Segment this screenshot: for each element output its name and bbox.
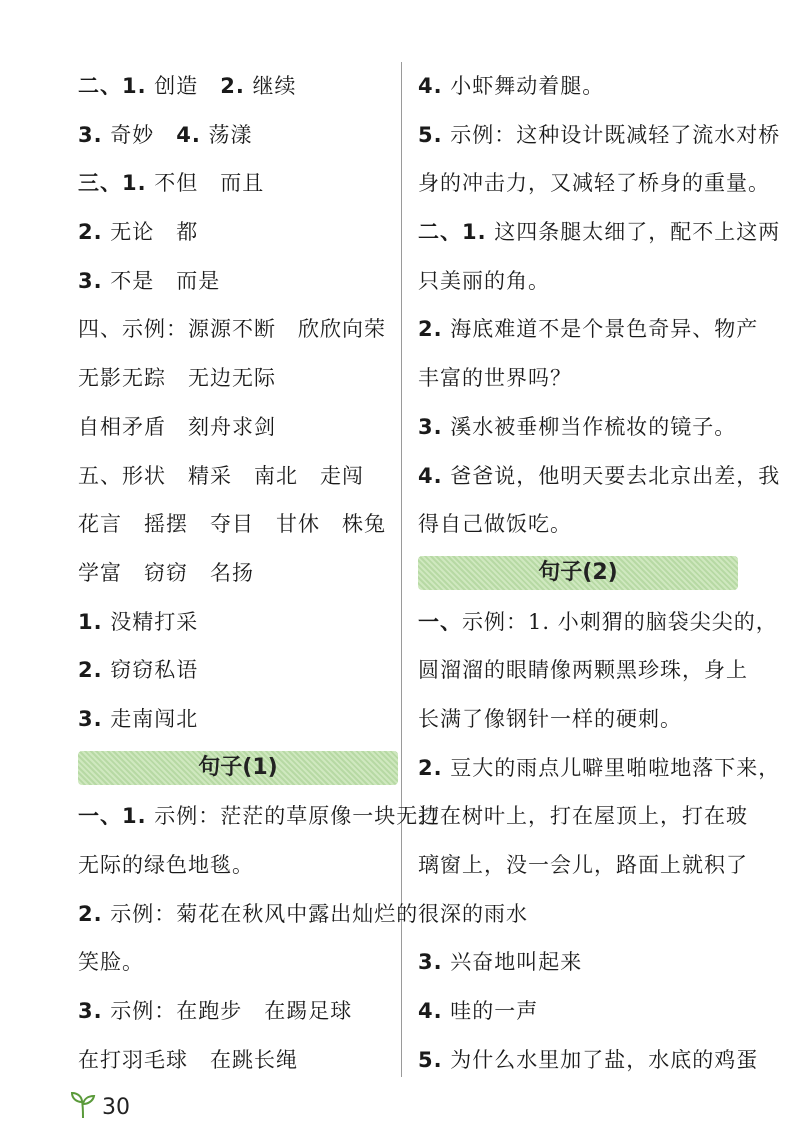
answer-line: 3. 奇妙 4. 荡漾 bbox=[78, 122, 253, 147]
answer-line: 身的冲击力，又减轻了桥身的重量。 bbox=[418, 171, 770, 196]
answer-line: 2. 示例：菊花在秋风中露出灿烂的 bbox=[78, 901, 419, 926]
answer-line: 三、1. 不但 而且 bbox=[78, 171, 265, 196]
answer-line: 丰富的世界吗？ bbox=[418, 366, 572, 391]
answer-line: 花言 摇摆 夺目 甘休 株兔 bbox=[78, 512, 386, 537]
page-footer bbox=[70, 1092, 130, 1122]
answer-line: 一、示例：1. 小刺猬的脑袋尖尖的， bbox=[418, 609, 778, 634]
answer-line: 3. 走南闯北 bbox=[78, 706, 199, 731]
answer-line: 2. 海底难道不是个景色奇异、物产 bbox=[418, 317, 759, 342]
answer-line: 学富 窃窃 名扬 bbox=[78, 560, 254, 585]
answer-line: 4. 爸爸说，他明天要去北京出差，我 bbox=[418, 463, 781, 488]
answer-line: 5. 为什么水里加了盐，水底的鸡蛋 bbox=[418, 1047, 759, 1072]
answer-line: 五、形状 精采 南北 走闯 bbox=[78, 463, 364, 488]
sprout-icon bbox=[70, 1091, 96, 1123]
answer-line: 长满了像钢针一样的硬刺。 bbox=[418, 706, 682, 731]
left-column bbox=[78, 62, 441, 1084]
section-banner-sentences-2: 句子(2) bbox=[418, 556, 738, 590]
answer-line: 自相矛盾 刻舟求剑 bbox=[78, 414, 276, 439]
answer-line: 四、示例：源源不断 欣欣向荣 bbox=[78, 317, 386, 342]
answer-line: 1. 没精打采 bbox=[78, 609, 199, 634]
answer-line: 璃窗上，没一会儿，路面上就积了 bbox=[418, 853, 748, 877]
answer-line: 二、1. 这四条腿太细了，配不上这两 bbox=[418, 220, 781, 245]
answer-line: 5. 示例：这种设计既减轻了流水对桥 bbox=[418, 122, 781, 147]
answer-line: 3. 不是 而是 bbox=[78, 268, 221, 293]
page-number: 30 bbox=[102, 1094, 130, 1120]
answer-line: 得自己做饭吃。 bbox=[418, 512, 572, 537]
answer-line: 3. 示例：在跑步 在踢足球 bbox=[78, 999, 353, 1024]
answer-line: 二、1. 创造 2. 继续 bbox=[78, 74, 297, 98]
answer-line: 4. 小虾舞动着腿。 bbox=[418, 74, 605, 98]
answer-line: 打在树叶上，打在屋顶上，打在玻 bbox=[418, 804, 748, 829]
answer-line: 4. 哇的一声 bbox=[418, 999, 539, 1024]
answer-line: 2. 窃窃私语 bbox=[78, 658, 199, 683]
answer-line: 3. 兴奋地叫起来 bbox=[418, 950, 583, 975]
answer-line: 只美丽的角。 bbox=[418, 268, 550, 293]
answer-line: 2. 豆大的雨点儿噼里啪啦地落下来， bbox=[418, 755, 781, 780]
answer-line: 圆溜溜的眼睛像两颗黑珍珠，身上 bbox=[418, 658, 748, 683]
section-banner-sentences-1: 句子(1) bbox=[78, 751, 398, 785]
answer-line: 3. 溪水被垂柳当作梳妆的镜子。 bbox=[418, 414, 737, 439]
answer-line: 无际的绿色地毯。 bbox=[78, 853, 254, 877]
right-column bbox=[418, 62, 781, 1084]
answer-line: 很深的雨水 bbox=[418, 901, 528, 926]
answer-line: 2. 无论 都 bbox=[78, 220, 199, 245]
answer-line: 一、1. 示例：茫茫的草原像一块无边 bbox=[78, 804, 441, 829]
answer-line: 无影无踪 无边无际 bbox=[78, 366, 276, 391]
answer-line: 在打羽毛球 在跳长绳 bbox=[78, 1047, 298, 1072]
answer-line: 笑脸。 bbox=[78, 950, 144, 975]
